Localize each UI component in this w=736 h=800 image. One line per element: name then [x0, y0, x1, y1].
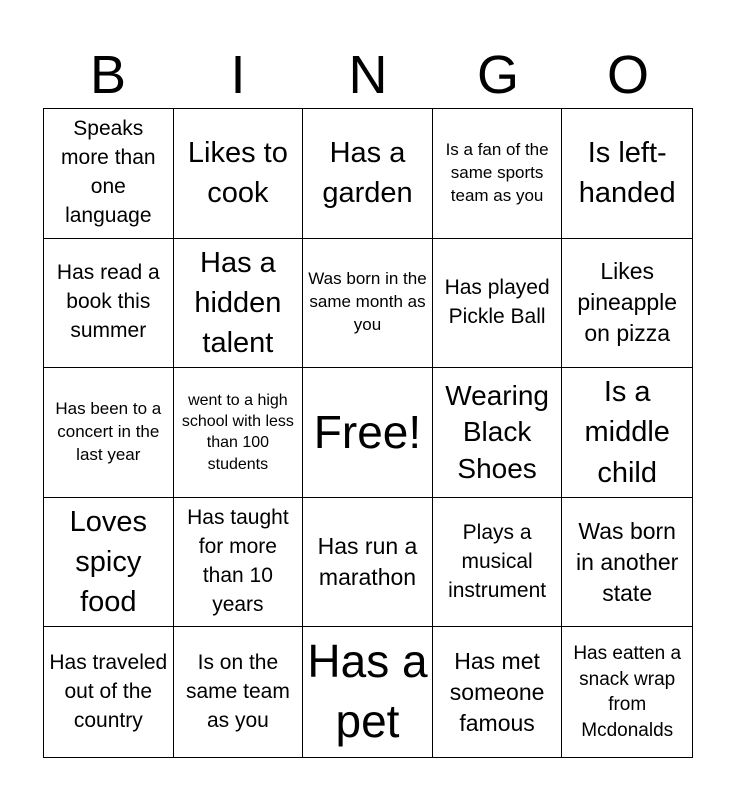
- cell-text: Was born in the same month as you: [308, 269, 427, 335]
- bingo-cell-r2c1[interactable]: [44, 239, 174, 369]
- cell-text: Has taught for more than 10 years: [187, 506, 289, 617]
- header-letter-o: O: [606, 45, 649, 105]
- cell-text: Has eatten a snack wrap from Mcdonalds: [573, 642, 682, 741]
- cell-text: Was born in another state: [576, 517, 679, 606]
- cell-text: Likes pineapple on pizza: [577, 258, 678, 347]
- bingo-cell-r4c3[interactable]: [303, 498, 433, 628]
- bingo-cell-r1c1[interactable]: [44, 109, 174, 239]
- bingo-cell-r2c4[interactable]: [433, 239, 563, 369]
- cell-text: Wearing Black Shoes: [445, 379, 549, 484]
- bingo-cell-r4c2[interactable]: [174, 498, 304, 628]
- bingo-cell-r3c5[interactable]: [562, 368, 692, 498]
- header-letter-b: B: [89, 45, 127, 105]
- bingo-cell-r1c5[interactable]: [562, 109, 692, 239]
- cell-text: Has been to a concert in the last year: [55, 399, 162, 464]
- bingo-cell-r5c1[interactable]: [44, 627, 174, 757]
- cell-text: Has run a marathon: [317, 533, 418, 591]
- header-letter-n: N: [348, 45, 388, 105]
- cell-text: Speaks more than one language: [61, 117, 156, 228]
- bingo-cell-r4c5[interactable]: [562, 498, 692, 628]
- bingo-cell-r3c1[interactable]: [44, 368, 174, 498]
- cell-text: Is on the same team as you: [185, 650, 290, 732]
- cell-text: Has a garden: [322, 137, 413, 210]
- bingo-cell-r5c5[interactable]: [562, 627, 692, 757]
- bingo-cell-r4c1[interactable]: [44, 498, 174, 628]
- bingo-cell-r5c3[interactable]: [303, 627, 433, 757]
- cell-text: Likes to cook: [187, 137, 288, 210]
- bingo-cell-r3c4[interactable]: [433, 368, 563, 498]
- cell-text: Free!: [313, 405, 422, 458]
- bingo-cell-r1c4[interactable]: [433, 109, 563, 239]
- cell-text: Has played Pickle Ball: [444, 275, 550, 328]
- cell-text: Has a pet: [307, 635, 428, 748]
- cell-text: Has met someone famous: [449, 647, 545, 736]
- cell-text: Is left-handed: [578, 137, 676, 210]
- header-letter-i: I: [230, 45, 246, 105]
- cell-text: Has read a book this summer: [56, 261, 160, 343]
- cell-text: Has a hidden talent: [194, 246, 282, 359]
- bingo-cell-r5c2[interactable]: [174, 627, 304, 757]
- cell-text: went to a high school with less than 100 students: [181, 391, 294, 473]
- cell-text: Is a middle child: [584, 376, 670, 489]
- bingo-header: [43, 40, 693, 108]
- header-letter-g: G: [476, 45, 519, 105]
- cell-text: Plays a musical instrument: [448, 520, 547, 602]
- bingo-cell-free[interactable]: [303, 368, 433, 498]
- cell-text: Is a fan of the same sports team as you: [445, 139, 549, 205]
- bingo-cell-r1c2[interactable]: [174, 109, 304, 239]
- bingo-cell-r2c5[interactable]: [562, 239, 692, 369]
- bingo-board: [43, 108, 693, 758]
- bingo-cell-r1c3[interactable]: [303, 109, 433, 239]
- cell-text: Loves spicy food: [69, 506, 147, 619]
- bingo-cell-r2c2[interactable]: [174, 239, 304, 369]
- cell-text: Has traveled out of the country: [49, 650, 168, 732]
- bingo-cell-r5c4[interactable]: [433, 627, 563, 757]
- bingo-cell-r4c4[interactable]: [433, 498, 563, 628]
- bingo-cell-r3c2[interactable]: [174, 368, 304, 498]
- bingo-cell-r2c3[interactable]: [303, 239, 433, 369]
